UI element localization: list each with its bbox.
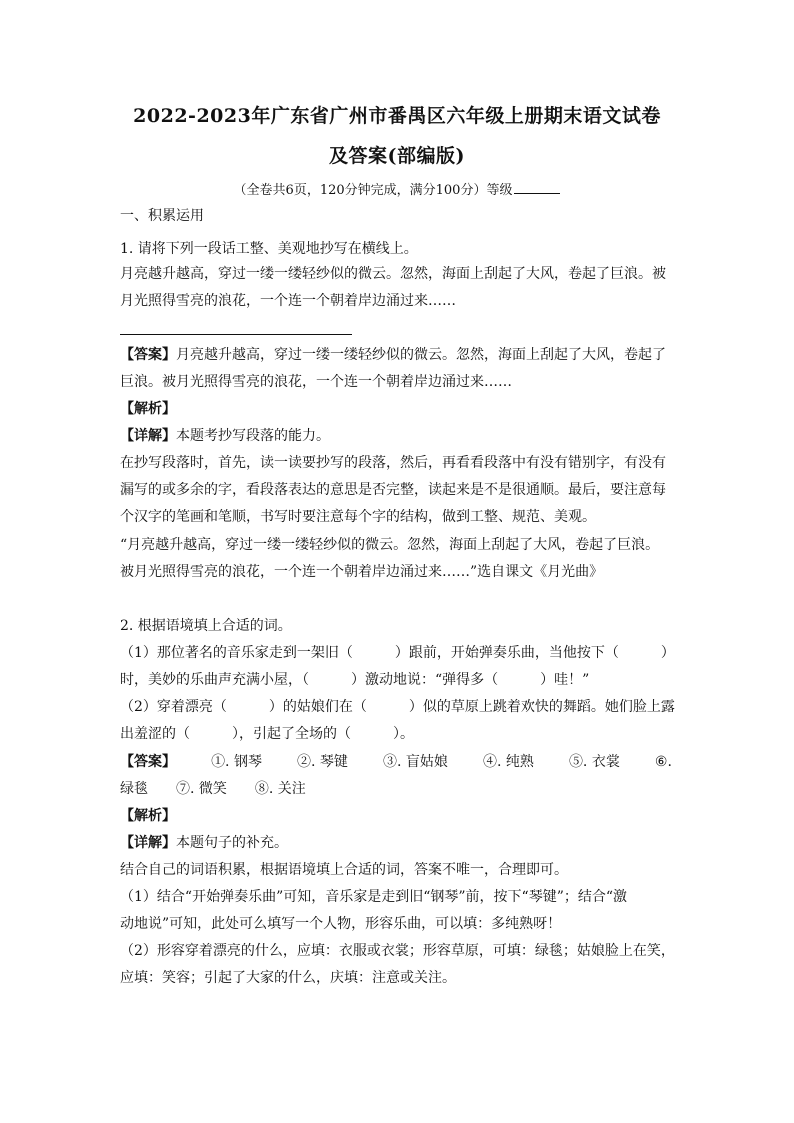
- q2-answer-line1: [120, 753, 680, 771]
- q1-text-line2: 月光照得雪亮的浪花，一个连一个朝着岸边涌过来……: [120, 293, 456, 309]
- q1-prompt: 1. 请将下列一段话工整、美观地抄写在横线上。: [120, 241, 418, 257]
- q1-writing-line: [120, 334, 352, 335]
- q2-exp-line3: 动地说”可知，此处可么填写一个人物，形容乐曲，可以填：多纯熟呀！: [120, 916, 562, 932]
- answer-item: ②. 琴键: [297, 754, 348, 770]
- section-heading: 一、积累运用: [120, 208, 204, 224]
- answer-item: ③. 盲姑娘: [383, 754, 448, 770]
- answer-item: ④. 纯熟: [482, 754, 534, 770]
- q1-exp-line3: 个汉字的笔画和笔顺，书写时要注意每个字的结构，做到工整、规范、美观。: [120, 509, 596, 525]
- q2-p2-line1: （2）穿着漂亮（ ）的姑娘们在（ ）似的草原上跳着欢快的舞蹈。她们脸上露: [120, 699, 675, 715]
- answer-tag: 【答案】: [120, 347, 176, 363]
- q2-detail-text: 本题句子的补充。: [176, 835, 288, 851]
- q1-exp-line2: 漏写的或多余的字，看段落表达的意思是否完整，读起来是不是很通顺。最后，要注意每: [120, 482, 666, 498]
- q1-exp-line1: 在抄写段落时，首先，读一读要抄写的段落，然后，再看看段落中有没有错别字，有没有: [120, 455, 666, 471]
- q1-detail-text: 本题考抄写段落的能力。: [176, 428, 330, 444]
- document-title-line2: 及答案(部编版): [329, 145, 465, 167]
- q2-p1-line2: 时，美妙的乐曲声充满小屋，（ ）激动地说：“弹得多（ ）哇！”: [120, 672, 590, 688]
- detail-tag: 【详解】: [120, 428, 176, 444]
- q2-prompt: 2. 根据语境填上合适的词。: [120, 618, 292, 634]
- q2-p2-line2: 出羞涩的（ ），引起了全场的（ ）。: [120, 726, 414, 742]
- document-subtitle: [0, 179, 794, 198]
- q2-detail: [120, 834, 680, 852]
- q1-text-line1: 月亮越升越高，穿过一缕一缕轻纱似的微云。忽然，海面上刮起了大风，卷起了巨浪。被: [120, 266, 666, 282]
- q1-exp-line4: “月亮越升越高，穿过一缕一缕轻纱似的微云。忽然，海面上刮起了大风，卷起了巨浪。: [120, 537, 660, 553]
- q2-exp-line2: （1）结合“开始弹奏乐曲”可知，音乐家是走到旧“钢琴”前，按下“琴键”；结合“激: [120, 889, 628, 905]
- q1-detail: [120, 427, 680, 445]
- q2-answer-line2: 绿毯 ⑦. 微笑 ⑧. 关注: [120, 781, 306, 797]
- q2-answer-list: [120, 753, 672, 771]
- q2-exp-line1: 结合自己的词语积累，根据语境填上合适的词，答案不唯一，合理即可。: [120, 862, 568, 878]
- q2-analysis-tag: 【解析】: [120, 808, 176, 824]
- q1-analysis-tag: 【解析】: [120, 401, 176, 417]
- subtitle-text: （全卷共6页，120分钟完成，满分100分）等级: [233, 183, 513, 198]
- answer-item: ①. 钢琴: [211, 754, 262, 770]
- q1-answer-line2: 巨浪。被月光照得雪亮的浪花，一个连一个朝着岸边涌过来……: [120, 374, 512, 390]
- detail-tag: 【详解】: [120, 835, 176, 851]
- answer-item: ⑥.: [654, 754, 672, 770]
- q2-p1-line1: （1）那位著名的音乐家走到一架旧（ ）跟前，开始弹奏乐曲，当他按下（ ）: [120, 645, 675, 661]
- document-title-line1: 2022-2023年广东省广州市番禺区六年级上册期末语文试卷: [133, 105, 661, 127]
- answer-tag: 【答案】: [120, 754, 176, 770]
- q2-exp-line4: （2）形容穿着漂亮的什么，应填：衣服或衣裳；形容草原，可填：绿毯；姑娘脸上在笑，: [120, 943, 675, 959]
- q1-answer-text1: 月亮越升越高，穿过一缕一缕轻纱似的微云。忽然，海面上刮起了大风，卷起了: [176, 347, 666, 363]
- q2-exp-line5: 应填：笑容；引起了大家的什么，庆填：注意或关注。: [120, 970, 456, 986]
- answer-item: ⑤. 衣裳: [568, 754, 620, 770]
- q1-exp-line5: 被月光照得雪亮的浪花，一个连一个朝着岸边涌过来……”选自课文《月光曲》: [120, 564, 604, 580]
- grade-blank: [514, 181, 560, 194]
- q1-answer-line1: [120, 346, 680, 364]
